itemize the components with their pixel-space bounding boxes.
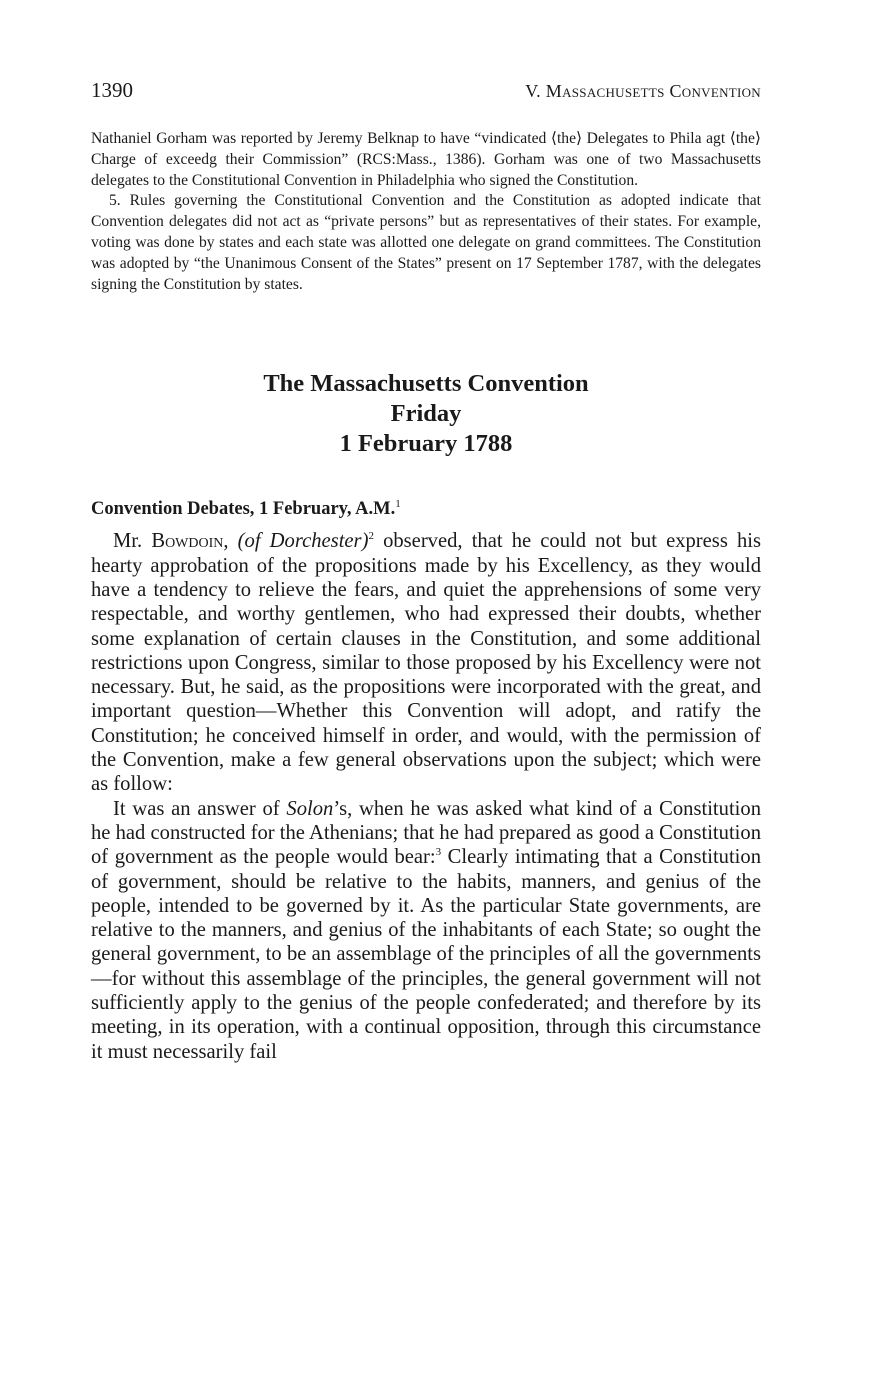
paragraph-bowdoin — [91, 529, 761, 796]
p1-text: observed, that he could not but express his hearty approbation of the propositions made by his Excellency, as they would have a tendency to relieve the fears, and quiet the apprehensions of some very respectable, and worthy gentlemen, who had expressed their doubts, whether some explanation of certain clauses in the Constitution, and some additional restrictions upon Congress, similar to those proposed by his Excellency were not necessary. But, he said, as the propositions were incorporated with the great, and important question—Whether this Convention will adopt, and ratify the Constitution; he conceived himself in order, and would, with the permission of the Convention, make a few general observations upon the subject; which were as follow: — [91, 530, 762, 796]
footnote-5: 5. Rules governing the Constitutional Convention and the Constitution as adopted indicate that Convention delegates did not act as “private persons” but as representatives of their states. For example, voting was done by states and each state was allotted one delegate on grand committees. The Constitution was adopted by “the Unanimous Consent of the States” present on 17 September 1787, with the delegates signing the Constitution by states. — [91, 192, 761, 293]
page-number: 1390 — [91, 78, 133, 102]
running-section-title: V. Massachusetts Convention — [525, 81, 761, 101]
p1-lead: Mr. — [113, 530, 152, 553]
convention-day: Friday — [390, 400, 462, 428]
debate-heading — [91, 497, 761, 521]
paragraph-solon — [91, 797, 761, 1064]
convention-title: The Massachusetts Convention — [263, 370, 589, 398]
footnote-ref-3: 3 — [435, 846, 442, 859]
page — [91, 78, 761, 1064]
running-head — [91, 78, 761, 110]
p2-text-a: ’s, when he was asked what kind of a Constitution he had constructed for the Athenians; that he had prepared as good a Constitution of government as the people would bear: — [91, 797, 761, 869]
debate-body — [91, 529, 761, 1064]
debate-heading-text: Convention Debates, 1 February, A.M. — [91, 499, 396, 520]
section-headings — [91, 369, 761, 459]
convention-date: 1 February 1788 — [339, 430, 513, 458]
footnote-ref-2: 2 — [368, 530, 374, 543]
speaker-place: (of Dorchester) — [228, 530, 369, 553]
solon-name: Solon — [286, 797, 334, 820]
p2-lead: It was an answer of — [113, 797, 287, 820]
footnote-continued: Nathaniel Gorham was reported by Jeremy Belknap to have “vindicated ⟨the⟩ Delegates to Phila agt ⟨the⟩ Charge of exceedg their Commission” (RCS:Mass., 1386). Gorham was one of two Massachusetts delegates to the Constitutional Convention in Philadelphia who signed the Constitution. — [91, 130, 761, 189]
footnotes — [91, 129, 761, 295]
p2-text-b: Clearly intimating that a Constitution of government, should be relative to the habits, manners, and genius of the people, intended to be governed by it. As the particular State governments, are relative to the manners, and genius of the inhabitants of each State; so ought the general government, to be an assemblage of the principles of all the governments—for without this assemblage of the principles, the general government will not sufficiently apply to the genius of the people confederated; and therefore by its meeting, in its operation, with a continual opposition, through this circumstance it must necessarily fail — [91, 846, 761, 1063]
speaker-name: Bowdoin, — [151, 530, 229, 553]
footnote-ref-1: 1 — [395, 498, 401, 511]
